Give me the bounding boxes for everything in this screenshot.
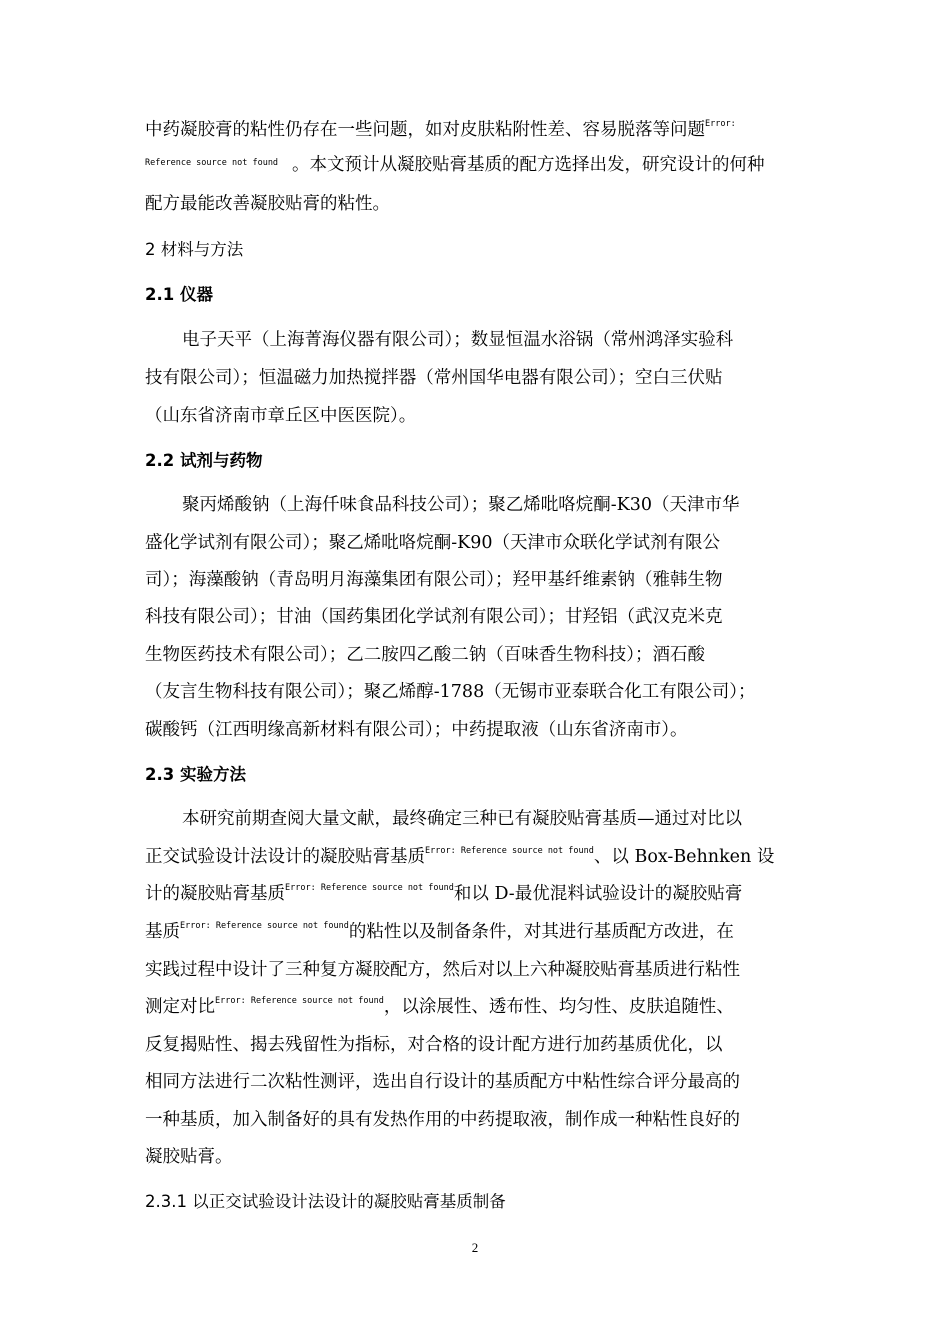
instruments-line-1: 电子天平（上海菁海仪器有限公司）；数显恒温水浴锅（常州鸿泽实验科	[182, 330, 734, 350]
method-text: 基质	[145, 922, 180, 942]
method-line-5: 实践过程中设计了三种复方凝胶配方，然后对以上六种凝胶贴膏基质进行粘性	[145, 960, 740, 980]
reference-error: Error: Reference source not found	[425, 846, 594, 856]
method-line-9: 一种基质，加入制备好的具有发热作用的中药提取液，制作成一种粘性良好的	[145, 1110, 740, 1130]
intro-text-1: 中药凝胶膏的粘性仍存在一些问题，如对皮肤粘附性差、容易脱落等问题	[145, 120, 705, 140]
method-text: 的粘性以及制备条件，对其进行基质配方改进，在	[348, 922, 734, 942]
section-2-3-1-heading: 2.3.1 以正交试验设计法设计的凝胶贴膏基质制备	[145, 1192, 506, 1211]
reference-error: Error: Reference source not found	[215, 996, 384, 1006]
method-line-3	[145, 882, 742, 906]
reference-error: Error:	[705, 119, 736, 129]
reagents-line-2: 盛化学试剂有限公司）；聚乙烯吡咯烷酮-K90（天津市众联化学试剂有限公	[145, 533, 721, 553]
reagents-line-3: 司）；海藻酸钠（青岛明月海藻集团有限公司）；羟甲基纤维素钠（雅韩生物	[145, 570, 723, 590]
method-text: 正交试验设计法设计的凝胶贴膏基质	[145, 847, 425, 867]
section-2-3-heading: 2.3 实验方法	[145, 765, 246, 784]
method-text: 、以 Box-Behnken 设	[593, 847, 775, 867]
reference-error: Error: Reference source not found	[285, 883, 454, 893]
reagents-line-7: 碳酸钙（江西明缘高新材料有限公司）；中药提取液（山东省济南市）。	[145, 720, 688, 740]
instruments-line-2: 技有限公司）；恒温磁力加热搅拌器（常州国华电器有限公司）；空白三伏贴	[145, 368, 723, 388]
intro-line-1	[145, 118, 736, 142]
section-2-heading: 2 材料与方法	[145, 240, 244, 259]
method-text: ，以涂展性、透布性、均匀性、皮肤追随性、	[383, 997, 734, 1017]
method-line-2	[145, 845, 774, 869]
method-line-8: 相同方法进行二次粘性测评，选出自行设计的基质配方中粘性综合评分最高的	[145, 1072, 740, 1092]
method-line-7: 反复揭贴性、揭去残留性为指标，对合格的设计配方进行加药基质优化，以	[145, 1035, 723, 1055]
page-number: 2	[471, 1240, 479, 1255]
method-text: 计的凝胶贴膏基质	[145, 884, 285, 904]
method-text: 和以 D-最优混料试验设计的凝胶贴膏	[453, 884, 743, 904]
method-text: 测定对比	[145, 997, 215, 1017]
section-2-1-heading: 2.1 仪器	[145, 285, 213, 304]
reference-error: Error: Reference source not found	[180, 921, 349, 931]
instruments-line-3: （山东省济南市章丘区中医医院）。	[145, 406, 417, 426]
reagents-line-6: （友言生物科技有限公司）；聚乙烯醇-1788（无锡市亚泰联合化工有限公司）；	[145, 682, 756, 702]
reagents-line-4: 科技有限公司）；甘油（国药集团化学试剂有限公司）；甘羟铝（武汉克米克	[145, 607, 723, 627]
reagents-line-1: 聚丙烯酸钠（上海仟味食品科技公司）；聚乙烯吡咯烷酮-K30（天津市华	[182, 495, 740, 515]
method-line-4	[145, 920, 734, 944]
method-line-10: 凝胶贴膏。	[145, 1147, 233, 1167]
reagents-line-5: 生物医药技术有限公司）；乙二胺四乙酸二钠（百味香生物科技）；酒石酸	[145, 645, 705, 665]
intro-line-3: 配方最能改善凝胶贴膏的粘性。	[145, 194, 390, 214]
reference-error-continued: Reference source not found	[145, 158, 279, 168]
intro-line-2: 。本文预计从凝胶贴膏基质的配方选择出发，研究设计的何种	[292, 155, 765, 175]
method-line-1: 本研究前期查阅大量文献，最终确定三种已有凝胶贴膏基质—通过对比以	[182, 809, 742, 829]
section-2-2-heading: 2.2 试剂与药物	[145, 451, 263, 470]
method-line-6	[145, 995, 734, 1019]
